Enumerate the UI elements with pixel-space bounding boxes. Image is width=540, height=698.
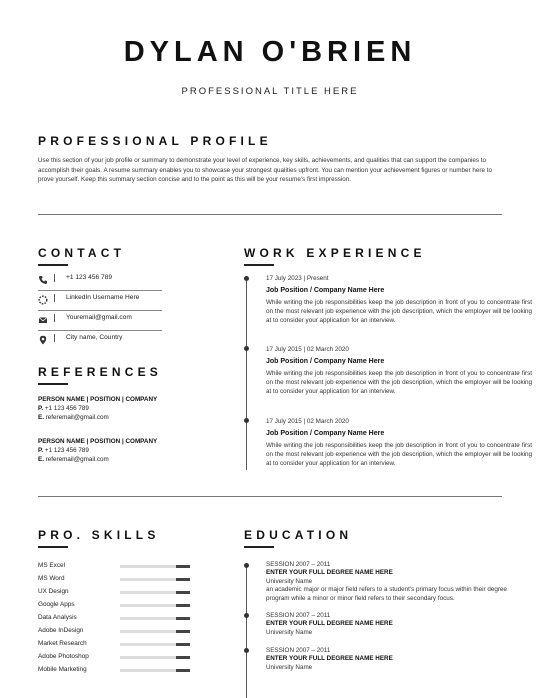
heading-underline (38, 546, 68, 548)
phone-label: P. (38, 404, 44, 412)
work-timeline (246, 276, 247, 470)
education-timeline (246, 565, 247, 698)
reference-phone: +1 123 456 789 (44, 404, 89, 412)
job-date: 17 July 2023 | Present (266, 275, 329, 282)
contact-text: Youremail@gmail.com (66, 314, 132, 321)
timeline-dot (244, 276, 249, 281)
skill-name: Adobe InDesign (38, 627, 84, 634)
skill-bar-fill (176, 591, 190, 594)
skills-heading: PRO. SKILLS (38, 528, 160, 542)
reference-email: referemail@gmail.com (45, 413, 109, 421)
education-school: University Name (266, 628, 313, 636)
contact-text: LinkedIn Username Here (66, 294, 140, 301)
reference-title: PERSON NAME | POSITION | COMPANY (38, 438, 158, 445)
references-heading: REFERENCES (38, 365, 163, 379)
phone-icon (38, 275, 48, 285)
education-school: University Name (266, 577, 313, 585)
heading-underline (244, 546, 274, 548)
job-position: Job Position / Company Name Here (266, 358, 385, 365)
skill-name: MS Word (38, 575, 65, 582)
skill-bar (120, 630, 190, 633)
skill-bar (120, 578, 190, 581)
contact-phone (38, 270, 162, 291)
skill-bar-fill (176, 643, 190, 646)
professional-title: PROFESSIONAL TITLE HERE (181, 86, 359, 97)
divider (38, 496, 502, 497)
separator (54, 314, 55, 322)
reference-phone: +1 123 456 789 (44, 446, 89, 454)
skill-bar-fill (176, 565, 190, 568)
reference-title: PERSON NAME | POSITION | COMPANY (38, 396, 158, 403)
email-label: E. (38, 455, 44, 463)
skill-bar-fill (176, 669, 190, 672)
skill-bar (120, 565, 190, 568)
job-description: While writing the job responsibilities keep the job description in front of you to concentrate first on the most relevant job experience with the job description, which the employer will be looking at to consider your application for an interview. (266, 370, 532, 396)
phone-label: P. (38, 446, 44, 454)
skill-bar-fill (176, 604, 190, 607)
reference-item (38, 396, 157, 422)
skill-name: UX Design (38, 588, 69, 595)
skill-bar (120, 669, 190, 672)
skill-name: Data Analysis (38, 614, 77, 621)
skill-name: MS Excel (38, 562, 65, 569)
education-entry (266, 561, 532, 603)
heading-underline (244, 264, 274, 266)
education-entry (266, 647, 532, 672)
skill-bar (120, 591, 190, 594)
education-degree: ENTER YOUR FULL DEGREE NAME HERE (266, 655, 393, 663)
job-position: Job Position / Company Name Here (266, 287, 385, 294)
skill-bar-fill (176, 578, 190, 581)
profile-text: Use this section of your job profile or summary to demonstrate your level of experience, key skills, achievements, and qualities that can support the companies to accomplish their goals. A resume summary enables you to showcase your strongest qualities upfront. You can mention your achievement figures or number here to prove yourself. Keep this summary section concise and to the point as this will be your resume's first impression. (38, 157, 492, 184)
separator (54, 294, 55, 302)
timeline-dot (244, 418, 249, 423)
education-school: University Name (266, 663, 313, 671)
education-degree: ENTER YOUR FULL DEGREE NAME HERE (266, 620, 393, 628)
skill-name: Market Research (38, 640, 87, 647)
separator (54, 334, 55, 342)
education-session: SESSION 2007 – 2011 (266, 561, 331, 568)
contact-text: City name, Country (66, 334, 123, 341)
resume-name: DYLAN O'BRIEN (123, 36, 417, 68)
contact-text: +1 123 456 789 (66, 274, 113, 281)
reference-item (38, 438, 157, 464)
skill-bar (120, 643, 190, 646)
education-description: an academic major or major field refers to a student's primary focus within their degree program while a minor or minor field refers to their secondary focus. (266, 586, 507, 602)
job-date: 17 July 2015 | 02 March 2020 (266, 346, 349, 353)
linkedin-icon (38, 295, 48, 305)
skill-name: Adobe Photoshop (38, 653, 89, 660)
contact-location (38, 330, 162, 350)
timeline-dot (244, 648, 249, 653)
education-degree: ENTER YOUR FULL DEGREE NAME HERE (266, 569, 393, 577)
skill-bar (120, 656, 190, 659)
skill-bar-fill (176, 630, 190, 633)
work-heading: WORK EXPERIENCE (244, 246, 426, 260)
skill-name: Mobile Marketing (38, 666, 87, 673)
job-entry (266, 346, 532, 397)
email-icon (38, 315, 48, 325)
timeline-dot (244, 613, 249, 618)
job-description: While writing the job responsibilities keep the job description in front of you to concentrate first on the most relevant job experience with the job description, which the employer will be looking at to consider your application for an interview. (266, 442, 532, 468)
contact-email (38, 310, 162, 331)
job-entry (266, 418, 532, 469)
job-entry (266, 275, 532, 326)
divider (38, 214, 502, 215)
job-position: Job Position / Company Name Here (266, 430, 385, 437)
timeline-dot (244, 563, 249, 568)
skill-bar-fill (176, 656, 190, 659)
reference-email: referemail@gmail.com (45, 455, 109, 463)
education-session: SESSION 2007 – 2011 (266, 612, 331, 619)
education-session: SESSION 2007 – 2011 (266, 647, 331, 654)
email-label: E. (38, 413, 44, 421)
job-description: While writing the job responsibilities keep the job description in front of you to concentrate first on the most relevant job experience with the job description, which the employer will be looking at to consider your application for an interview. (266, 299, 532, 325)
skill-bar-fill (176, 617, 190, 620)
contact-heading: CONTACT (38, 246, 126, 260)
skill-bar (120, 617, 190, 620)
job-date: 17 July 2015 | 02 March 2020 (266, 418, 349, 425)
timeline-dot (244, 346, 249, 351)
education-entry (266, 612, 532, 637)
profile-heading: PROFESSIONAL PROFILE (38, 134, 272, 148)
education-heading: EDUCATION (244, 528, 353, 542)
heading-underline (38, 264, 68, 266)
separator (54, 274, 55, 282)
location-pin-icon (38, 335, 48, 345)
heading-underline (38, 383, 68, 385)
contact-linkedin (38, 290, 162, 311)
skill-bar (120, 604, 190, 607)
skill-name: Google Apps (38, 601, 75, 608)
